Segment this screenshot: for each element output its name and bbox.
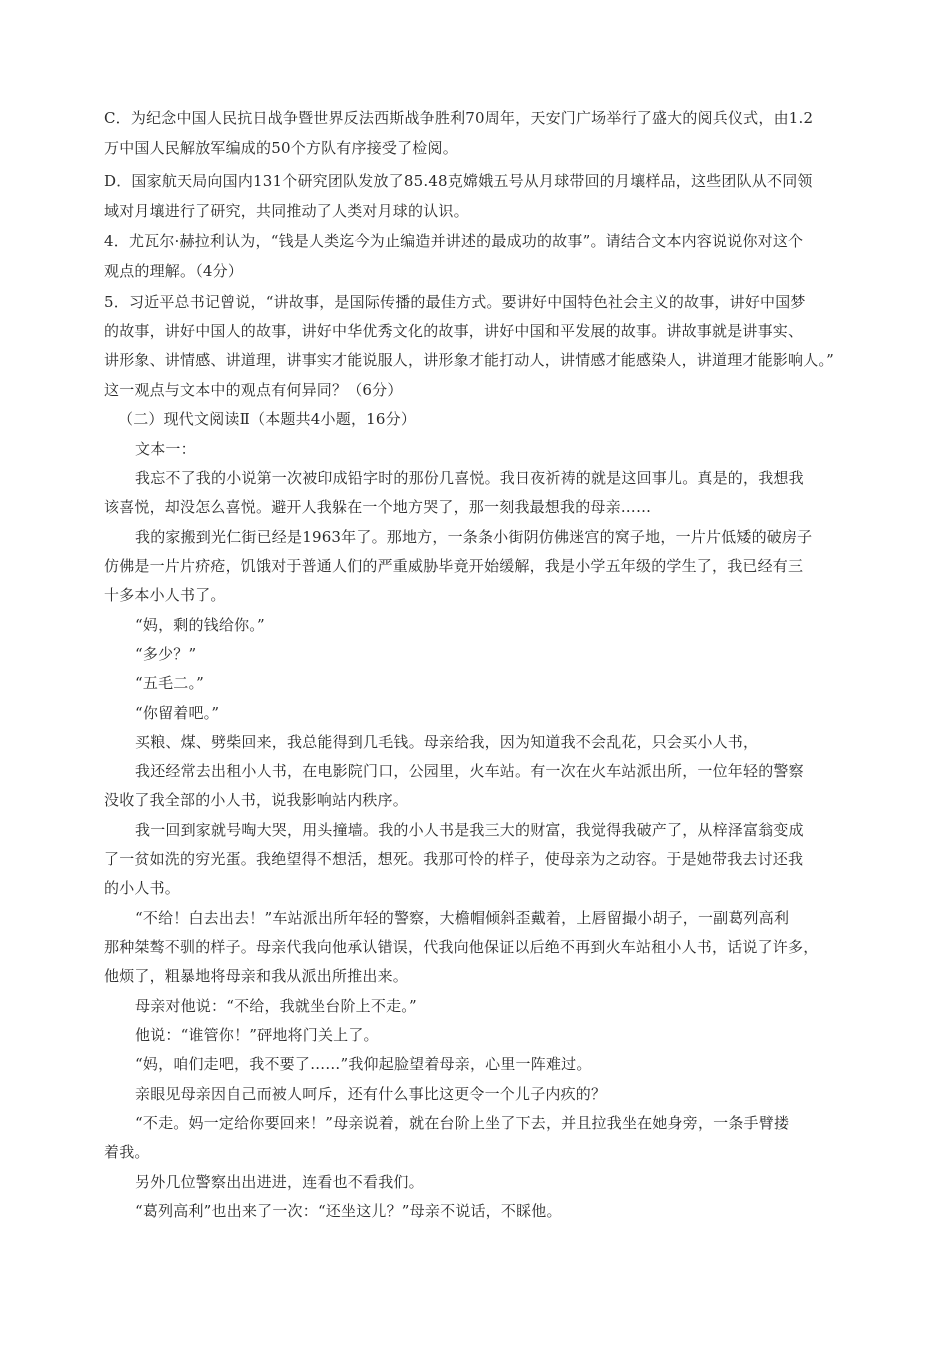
question-5-line1: 5．习近平总书记曾说，“讲故事，是国际传播的最佳方式。要讲好中国特色社会主义的故事，讲好中国梦 bbox=[104, 293, 806, 311]
story-p4-line2: 没收了我全部的小人书，说我影响站内秩序。 bbox=[104, 791, 409, 809]
story-p2-line3: 十多本小人书了。 bbox=[104, 586, 226, 604]
question-4-line1: 4．尤瓦尔·赫拉利认为，“钱是人类迄今为止编造并讲述的最成功的故事”。请结合文本内容说说你对这个 bbox=[104, 232, 804, 250]
option-c-line2: 万中国人民解放军编成的50个方队有序接受了检阅。 bbox=[104, 139, 458, 157]
story-p8: 他说：“谁管你！”砰地将门关上了。 bbox=[135, 1026, 379, 1044]
dialogue-3: “五毛二。” bbox=[135, 674, 205, 692]
story-p6-line2: 那种桀骜不驯的样子。母亲代我向他承认错误，代我向他保证以后绝不再到火车站租小人书，话说了许多， bbox=[104, 938, 819, 956]
story-p11-line1: “不走。妈一定给你要回来！”母亲说着，就在台阶上坐了下去，并且拉我坐在她身旁，一条手臂搂 bbox=[135, 1114, 790, 1132]
story-p1-line1: 我忘不了我的小说第一次被印成铅字时的那份几喜悦。我日夜祈祷的就是这回事儿。真是的，我想我 bbox=[135, 469, 804, 487]
section-heading: （二）现代文阅读Ⅱ（本题共4小题，16分） bbox=[118, 410, 417, 428]
story-p4-line1: 我还经常去出租小人书，在电影院门口，公园里，火车站。有一次在火车站派出所，一位年轻的警察 bbox=[135, 762, 804, 780]
option-d-line2: 域对月壤进行了研究，共同推动了人类对月球的认识。 bbox=[104, 202, 469, 220]
question-5-line4: 这一观点与文本中的观点有何异同？（6分） bbox=[104, 381, 403, 399]
dialogue-4: “你留着吧。” bbox=[135, 704, 220, 722]
story-p12: 另外几位警察出出进进，连看也不看我们。 bbox=[135, 1173, 424, 1191]
story-p13: “葛列高利”也出来了一次：“还坐这儿？”母亲不说话，不睬他。 bbox=[135, 1202, 562, 1220]
story-p9: “妈，咱们走吧，我不要了……”我仰起脸望着母亲，心里一阵难过。 bbox=[135, 1055, 592, 1073]
question-4-line2: 观点的理解。（4分） bbox=[104, 262, 244, 280]
text-label: 文本一： bbox=[135, 440, 196, 458]
option-d-line1: D．国家航天局向国内131个研究团队发放了85.48克嫦娥五号从月球带回的月壤样品，这些团队从不同领 bbox=[104, 172, 813, 190]
story-p5-line3: 的小人书。 bbox=[104, 879, 181, 897]
story-p2-line2: 仿佛是一片片疥疮，饥饿对于普通人们的严重威胁毕竟开始缓解，我是小学五年级的学生了，我已经有三 bbox=[104, 557, 804, 575]
story-p5-line1: 我一回到家就号啕大哭，用头撞墙。我的小人书是我三大的财富，我觉得我破产了，从梓泽富翁变成 bbox=[135, 821, 804, 839]
option-c-line1: C．为纪念中国人民抗日战争暨世界反法西斯战争胜利70周年，天安门广场举行了盛大的阅兵仪式，由1.2 bbox=[104, 109, 814, 127]
story-p1-line2: 该喜悦，却没怎么喜悦。避开人我躲在一个地方哭了，那一刻我最想我的母亲…… bbox=[104, 498, 652, 516]
story-p2-line1: 我的家搬到光仁街已经是1963年了。那地方，一条条小街阴仿佛迷宫的窝子地，一片片低矮的破房子 bbox=[135, 528, 813, 546]
story-p6-line1: “不给！白去出去！”车站派出所年轻的警察，大檐帽倾斜歪戴着，上唇留撮小胡子，一副葛列高利 bbox=[135, 909, 790, 927]
story-p6-line3: 他烦了，粗暴地将母亲和我从派出所推出来。 bbox=[104, 967, 409, 985]
story-p5-line2: 了一贫如洗的穷光蛋。我绝望得不想活，想死。我那可怜的样子，使母亲为之动容。于是她带我去讨还我 bbox=[104, 850, 804, 868]
story-p10: 亲眼见母亲因自己而被人呵斥，还有什么事比这更令一个儿子内疚的？ bbox=[135, 1085, 607, 1103]
dialogue-2: “多少？” bbox=[135, 645, 197, 663]
story-p7: 母亲对他说：“不给，我就坐台阶上不走。” bbox=[135, 997, 417, 1015]
question-5-line2: 的故事，讲好中国人的故事，讲好中华优秀文化的故事，讲好中国和平发展的故事。讲故事就是讲事实、 bbox=[104, 322, 804, 340]
dialogue-1: “妈，剩的钱给你。” bbox=[135, 616, 265, 634]
story-p11-line2: 着我。 bbox=[104, 1143, 150, 1161]
story-p3: 买粮、煤、劈柴回来，我总能得到几毛钱。母亲给我，因为知道我不会乱花，只会买小人书， bbox=[135, 733, 759, 751]
question-5-line3: 讲形象、讲情感、讲道理，讲事实才能说服人，讲形象才能打动人，讲情感才能感染人，讲道理才能影响人。” bbox=[104, 351, 834, 369]
